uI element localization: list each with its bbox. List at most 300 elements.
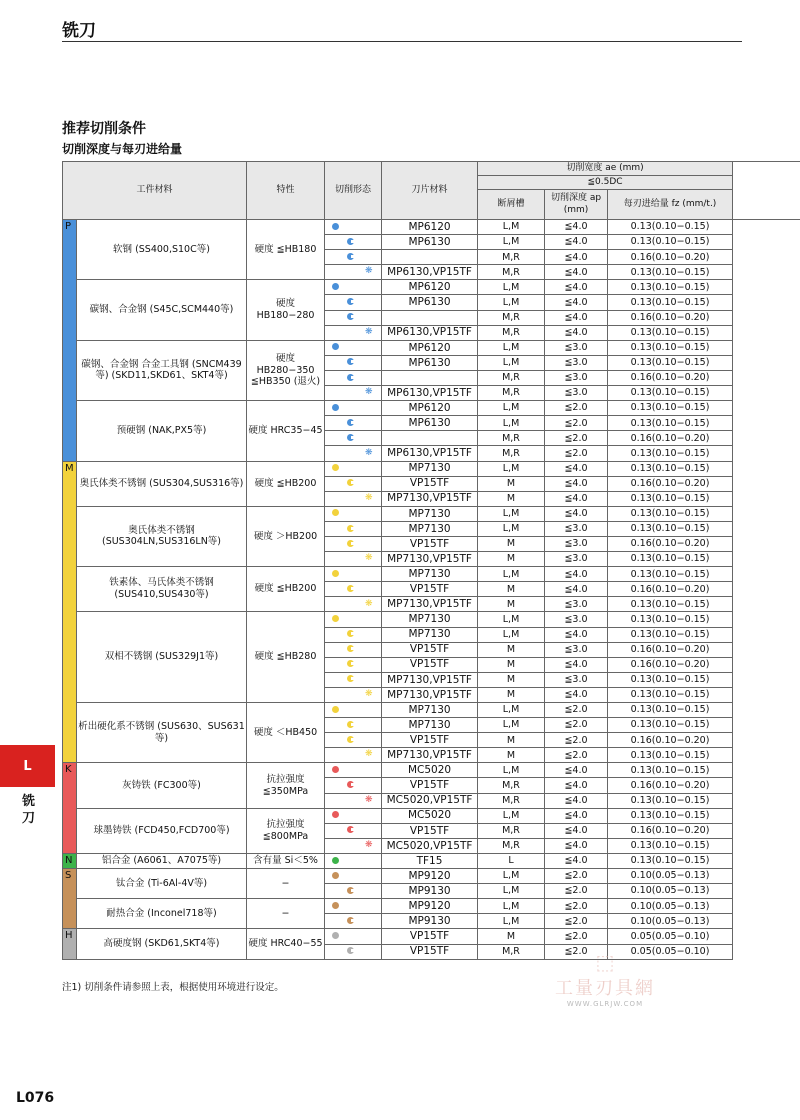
continuous-cut-icon <box>332 343 339 350</box>
material-property: 含有量 Si＜5% <box>247 853 325 868</box>
chip-breaker: L,M <box>478 567 545 582</box>
material-name: 钛合金 (Ti-6Al-4V等) <box>77 869 247 899</box>
continuous-cut-icon <box>332 570 339 577</box>
cutting-form-cell <box>325 446 382 461</box>
cutting-form-cell <box>325 431 382 446</box>
feed-per-tooth: 0.13(0.10−0.15) <box>608 838 733 853</box>
filler-cell <box>733 506 800 521</box>
col-header-fz: 每刃进给量 fz (mm/t.) <box>608 190 733 220</box>
depth-of-cut: ≦2.0 <box>545 748 608 763</box>
cutting-form-cell <box>325 748 382 763</box>
feed-per-tooth: 0.13(0.10−0.15) <box>608 672 733 687</box>
table-row <box>63 869 800 884</box>
light-interrupted-cut-icon <box>347 645 354 652</box>
cutting-form-cell <box>325 295 382 310</box>
material-property: − <box>247 899 325 929</box>
cutting-form-cell <box>325 763 382 778</box>
chip-breaker: M <box>478 582 545 597</box>
cutting-form-cell <box>325 401 382 416</box>
depth-of-cut: ≦2.0 <box>545 914 608 929</box>
light-interrupted-cut-icon <box>347 660 354 667</box>
feed-per-tooth: 0.13(0.10−0.15) <box>608 340 733 355</box>
insert-grade: MP6130,VP15TF <box>382 386 478 401</box>
chip-breaker: M,R <box>478 386 545 401</box>
filler-cell <box>733 265 800 280</box>
table-row <box>63 899 800 914</box>
material-name: 灰铸铁 (FC300等) <box>77 763 247 808</box>
filler-cell <box>733 748 800 763</box>
chip-breaker: L,M <box>478 220 545 235</box>
interrupted-cut-icon: ❋ <box>365 794 373 805</box>
material-name: 耐热合金 (Inconel718等) <box>77 899 247 929</box>
material-property: 硬度 ＞HB200 <box>247 506 325 566</box>
chip-breaker: L,M <box>478 899 545 914</box>
interrupted-cut-icon: ❋ <box>365 598 373 609</box>
table-row <box>63 340 800 355</box>
iso-group-s: S <box>63 869 77 929</box>
depth-of-cut: ≦3.0 <box>545 355 608 370</box>
feed-per-tooth: 0.13(0.10−0.15) <box>608 416 733 431</box>
chip-breaker: M,R <box>478 325 545 340</box>
material-name: 碳钢、合金钢 (S45C,SCM440等) <box>77 280 247 340</box>
chip-breaker: M <box>478 491 545 506</box>
depth-of-cut: ≦3.0 <box>545 340 608 355</box>
feed-per-tooth: 0.13(0.10−0.15) <box>608 295 733 310</box>
depth-of-cut: ≦4.0 <box>545 310 608 325</box>
depth-of-cut: ≦3.0 <box>545 536 608 551</box>
insert-grade <box>382 310 478 325</box>
cutting-form-cell <box>325 491 382 506</box>
cutting-form-cell <box>325 703 382 718</box>
watermark-logo-icon: ⬚ <box>595 950 615 974</box>
light-interrupted-cut-icon <box>347 479 354 486</box>
cutting-form-cell <box>325 718 382 733</box>
light-interrupted-cut-icon <box>347 253 354 260</box>
iso-group-m: M <box>63 461 77 763</box>
cutting-form-cell <box>325 627 382 642</box>
material-property: − <box>247 869 325 899</box>
cutting-conditions-table <box>62 161 800 960</box>
feed-per-tooth: 0.13(0.10−0.15) <box>608 401 733 416</box>
insert-grade: VP15TF <box>382 476 478 491</box>
cutting-form-cell <box>325 235 382 250</box>
feed-per-tooth: 0.16(0.10−0.20) <box>608 431 733 446</box>
iso-group-n: N <box>63 853 77 868</box>
chip-breaker: L,M <box>478 295 545 310</box>
insert-grade: VP15TF <box>382 929 478 944</box>
chip-breaker: L,M <box>478 355 545 370</box>
filler-cell <box>733 431 800 446</box>
col-filler <box>733 162 800 220</box>
insert-grade: MP7130 <box>382 567 478 582</box>
chip-breaker: M,R <box>478 838 545 853</box>
continuous-cut-icon <box>332 932 339 939</box>
cutting-form-cell <box>325 853 382 868</box>
cutting-form-cell <box>325 884 382 899</box>
material-name: 双相不锈钢 (SUS329J1等) <box>77 612 247 703</box>
chip-breaker: L,M <box>478 506 545 521</box>
col-header-form: 切削形态 <box>325 162 382 220</box>
light-interrupted-cut-icon <box>347 540 354 547</box>
insert-grade: MP6120 <box>382 280 478 295</box>
depth-of-cut: ≦3.0 <box>545 642 608 657</box>
feed-per-tooth: 0.13(0.10−0.15) <box>608 386 733 401</box>
material-property: 硬度 HRC40−55 <box>247 929 325 959</box>
filler-cell <box>733 838 800 853</box>
filler-cell <box>733 536 800 551</box>
insert-grade: TF15 <box>382 853 478 868</box>
col-header-breaker: 断屑槽 <box>478 190 545 220</box>
feed-per-tooth: 0.10(0.05−0.13) <box>608 899 733 914</box>
insert-grade: MP7130,VP15TF <box>382 687 478 702</box>
feed-per-tooth: 0.16(0.10−0.20) <box>608 657 733 672</box>
material-property: 硬度 ≦HB280 <box>247 612 325 703</box>
filler-cell <box>733 884 800 899</box>
cutting-form-cell <box>325 823 382 838</box>
footnote: 注1) 切削条件请参照上表，根据使用环境进行设定。 <box>62 982 284 993</box>
chip-breaker: L,M <box>478 521 545 536</box>
table-row <box>63 853 800 868</box>
insert-grade: MP7130,VP15TF <box>382 552 478 567</box>
col-header-property: 特性 <box>247 162 325 220</box>
interrupted-cut-icon: ❋ <box>365 326 373 337</box>
filler-cell <box>733 567 800 582</box>
filler-cell <box>733 416 800 431</box>
cutting-form-cell <box>325 265 382 280</box>
page-header-title: 铣刀 <box>62 21 96 41</box>
filler-cell <box>733 597 800 612</box>
filler-cell <box>733 582 800 597</box>
depth-of-cut: ≦2.0 <box>545 718 608 733</box>
cutting-form-cell <box>325 597 382 612</box>
feed-per-tooth: 0.16(0.10−0.20) <box>608 642 733 657</box>
depth-of-cut: ≦4.0 <box>545 476 608 491</box>
depth-of-cut: ≦2.0 <box>545 416 608 431</box>
filler-cell <box>733 220 800 235</box>
feed-per-tooth: 0.13(0.10−0.15) <box>608 612 733 627</box>
table-row <box>63 703 800 718</box>
depth-of-cut: ≦4.0 <box>545 567 608 582</box>
chip-breaker: L,M <box>478 869 545 884</box>
depth-of-cut: ≦3.0 <box>545 612 608 627</box>
continuous-cut-icon <box>332 811 339 818</box>
feed-per-tooth: 0.13(0.10−0.15) <box>608 521 733 536</box>
depth-of-cut: ≦3.0 <box>545 552 608 567</box>
feed-per-tooth: 0.13(0.10−0.15) <box>608 703 733 718</box>
cutting-form-cell <box>325 869 382 884</box>
insert-grade: VP15TF <box>382 944 478 959</box>
cutting-form-cell <box>325 567 382 582</box>
insert-grade: MP9130 <box>382 884 478 899</box>
material-property: 硬度 HB280−350 ≦HB350 (退火) <box>247 340 325 400</box>
cutting-form-cell <box>325 476 382 491</box>
insert-grade: VP15TF <box>382 778 478 793</box>
chip-breaker: L,M <box>478 718 545 733</box>
feed-per-tooth: 0.13(0.10−0.15) <box>608 220 733 235</box>
filler-cell <box>733 476 800 491</box>
light-interrupted-cut-icon <box>347 887 354 894</box>
continuous-cut-icon <box>332 872 339 879</box>
material-name: 奥氏体类不锈钢 (SUS304LN,SUS316LN等) <box>77 506 247 566</box>
chip-breaker: M,R <box>478 431 545 446</box>
light-interrupted-cut-icon <box>347 374 354 381</box>
depth-of-cut: ≦4.0 <box>545 506 608 521</box>
feed-per-tooth: 0.10(0.05−0.13) <box>608 884 733 899</box>
filler-cell <box>733 461 800 476</box>
header-divider <box>62 41 742 42</box>
cutting-form-cell <box>325 416 382 431</box>
cutting-form-cell <box>325 642 382 657</box>
insert-grade: VP15TF <box>382 536 478 551</box>
filler-cell <box>733 687 800 702</box>
feed-per-tooth: 0.13(0.10−0.15) <box>608 446 733 461</box>
filler-cell <box>733 491 800 506</box>
insert-grade: MP7130,VP15TF <box>382 672 478 687</box>
insert-grade: MP9120 <box>382 869 478 884</box>
insert-grade: MP7130,VP15TF <box>382 491 478 506</box>
depth-of-cut: ≦4.0 <box>545 220 608 235</box>
feed-per-tooth: 0.13(0.10−0.15) <box>608 235 733 250</box>
col-header-ap: 切削深度 ap (mm) <box>545 190 608 220</box>
feed-per-tooth: 0.13(0.10−0.15) <box>608 280 733 295</box>
depth-of-cut: ≦3.0 <box>545 672 608 687</box>
insert-grade: MP7130 <box>382 612 478 627</box>
depth-of-cut: ≦2.0 <box>545 401 608 416</box>
cutting-form-cell <box>325 280 382 295</box>
feed-per-tooth: 0.13(0.10−0.15) <box>608 265 733 280</box>
insert-grade: MP6130 <box>382 295 478 310</box>
col-header-insert: 刀片材料 <box>382 162 478 220</box>
feed-per-tooth: 0.05(0.05−0.10) <box>608 929 733 944</box>
depth-of-cut: ≦2.0 <box>545 703 608 718</box>
depth-of-cut: ≦4.0 <box>545 793 608 808</box>
feed-per-tooth: 0.13(0.10−0.15) <box>608 808 733 823</box>
feed-per-tooth: 0.16(0.10−0.20) <box>608 536 733 551</box>
feed-per-tooth: 0.13(0.10−0.15) <box>608 567 733 582</box>
section-title: 推荐切削条件 <box>62 121 146 137</box>
material-name: 析出硬化系不锈钢 (SUS630、SUS631等) <box>77 703 247 763</box>
chip-breaker: L,M <box>478 763 545 778</box>
feed-per-tooth: 0.16(0.10−0.20) <box>608 370 733 385</box>
depth-of-cut: ≦4.0 <box>545 235 608 250</box>
cutting-form-cell <box>325 612 382 627</box>
continuous-cut-icon <box>332 404 339 411</box>
iso-group-h: H <box>63 929 77 959</box>
insert-grade: VP15TF <box>382 823 478 838</box>
feed-per-tooth: 0.16(0.10−0.20) <box>608 733 733 748</box>
light-interrupted-cut-icon <box>347 298 354 305</box>
depth-of-cut: ≦2.0 <box>545 899 608 914</box>
cutting-form-cell <box>325 536 382 551</box>
table-row <box>63 461 800 476</box>
insert-grade: MP6130 <box>382 416 478 431</box>
feed-per-tooth: 0.10(0.05−0.13) <box>608 914 733 929</box>
filler-cell <box>733 310 800 325</box>
depth-of-cut: ≦4.0 <box>545 461 608 476</box>
chip-breaker: M,R <box>478 823 545 838</box>
col-header-material: 工件材料 <box>63 162 247 220</box>
page-number: L076 <box>16 1090 55 1106</box>
depth-of-cut: ≦4.0 <box>545 265 608 280</box>
interrupted-cut-icon: ❋ <box>365 492 373 503</box>
insert-grade: MP6130,VP15TF <box>382 325 478 340</box>
section-tab[interactable]: L <box>0 745 55 787</box>
filler-cell <box>733 235 800 250</box>
feed-per-tooth: 0.10(0.05−0.13) <box>608 869 733 884</box>
filler-cell <box>733 295 800 310</box>
depth-of-cut: ≦2.0 <box>545 446 608 461</box>
watermark-url: WWW.GLRJW.COM <box>566 1000 644 1008</box>
filler-cell <box>733 355 800 370</box>
light-interrupted-cut-icon <box>347 358 354 365</box>
chip-breaker: L,M <box>478 612 545 627</box>
material-name: 球墨铸铁 (FCD450,FCD700等) <box>77 808 247 853</box>
watermark <box>540 950 670 1008</box>
chip-breaker: L,M <box>478 340 545 355</box>
interrupted-cut-icon: ❋ <box>365 553 373 564</box>
cutting-form-cell <box>325 657 382 672</box>
chip-breaker: L,M <box>478 401 545 416</box>
depth-of-cut: ≦2.0 <box>545 944 608 959</box>
chip-breaker: M,R <box>478 370 545 385</box>
feed-per-tooth: 0.16(0.10−0.20) <box>608 476 733 491</box>
feed-per-tooth: 0.16(0.10−0.20) <box>608 310 733 325</box>
depth-of-cut: ≦4.0 <box>545 250 608 265</box>
feed-per-tooth: 0.16(0.10−0.20) <box>608 778 733 793</box>
light-interrupted-cut-icon <box>347 630 354 637</box>
depth-of-cut: ≦2.0 <box>545 884 608 899</box>
filler-cell <box>733 914 800 929</box>
material-property: 硬度 HB180−280 <box>247 280 325 340</box>
chip-breaker: M,R <box>478 778 545 793</box>
insert-grade: MP7130 <box>382 703 478 718</box>
filler-cell <box>733 340 800 355</box>
cutting-form-cell <box>325 778 382 793</box>
filler-cell <box>733 823 800 838</box>
material-property: 硬度 ≦HB180 <box>247 220 325 280</box>
filler-cell <box>733 672 800 687</box>
material-name: 高硬度钢 (SKD61,SKT4等) <box>77 929 247 959</box>
insert-grade: MP7130 <box>382 506 478 521</box>
cutting-form-cell <box>325 793 382 808</box>
section-subtitle: 切削深度与每刃进给量 <box>62 142 183 156</box>
insert-grade: MP6120 <box>382 340 478 355</box>
material-name: 铁素体、马氏体类不锈钢 (SUS410,SUS430等) <box>77 567 247 612</box>
light-interrupted-cut-icon <box>347 434 354 441</box>
cutting-form-cell <box>325 386 382 401</box>
continuous-cut-icon <box>332 509 339 516</box>
depth-of-cut: ≦4.0 <box>545 280 608 295</box>
col-header-ae: 切削宽度 ae (mm) <box>478 162 733 176</box>
feed-per-tooth: 0.13(0.10−0.15) <box>608 506 733 521</box>
filler-cell <box>733 250 800 265</box>
insert-grade: MC5020 <box>382 808 478 823</box>
insert-grade: VP15TF <box>382 733 478 748</box>
table-body <box>63 220 800 960</box>
continuous-cut-icon <box>332 464 339 471</box>
chip-breaker: M,R <box>478 446 545 461</box>
light-interrupted-cut-icon <box>347 238 354 245</box>
depth-of-cut: ≦4.0 <box>545 838 608 853</box>
material-name: 软钢 (SS400,S10C等) <box>77 220 247 280</box>
chip-breaker: L <box>478 853 545 868</box>
chip-breaker: M <box>478 748 545 763</box>
cutting-form-cell <box>325 325 382 340</box>
filler-cell <box>733 733 800 748</box>
continuous-cut-icon <box>332 766 339 773</box>
light-interrupted-cut-icon <box>347 917 354 924</box>
table-row <box>63 929 800 944</box>
depth-of-cut: ≦4.0 <box>545 823 608 838</box>
filler-cell <box>733 929 800 944</box>
chip-breaker: L,M <box>478 703 545 718</box>
chip-breaker: L,M <box>478 461 545 476</box>
depth-of-cut: ≦3.0 <box>545 386 608 401</box>
feed-per-tooth: 0.13(0.10−0.15) <box>608 718 733 733</box>
table-row <box>63 808 800 823</box>
insert-grade: MP9130 <box>382 914 478 929</box>
light-interrupted-cut-icon <box>347 781 354 788</box>
table-row <box>63 763 800 778</box>
insert-grade: MC5020,VP15TF <box>382 793 478 808</box>
continuous-cut-icon <box>332 902 339 909</box>
filler-cell <box>733 869 800 884</box>
feed-per-tooth: 0.13(0.10−0.15) <box>608 355 733 370</box>
feed-per-tooth: 0.16(0.10−0.20) <box>608 582 733 597</box>
material-property: 硬度 ≦HB200 <box>247 461 325 506</box>
cutting-form-cell <box>325 838 382 853</box>
feed-per-tooth: 0.13(0.10−0.15) <box>608 325 733 340</box>
depth-of-cut: ≦2.0 <box>545 733 608 748</box>
filler-cell <box>733 808 800 823</box>
filler-cell <box>733 853 800 868</box>
insert-grade: MP7130,VP15TF <box>382 748 478 763</box>
interrupted-cut-icon: ❋ <box>365 689 373 700</box>
cutting-form-cell <box>325 582 382 597</box>
feed-per-tooth: 0.13(0.10−0.15) <box>608 491 733 506</box>
insert-grade <box>382 250 478 265</box>
chip-breaker: M <box>478 476 545 491</box>
interrupted-cut-icon: ❋ <box>365 840 373 851</box>
continuous-cut-icon <box>332 706 339 713</box>
insert-grade: MP6130 <box>382 355 478 370</box>
depth-of-cut: ≦4.0 <box>545 778 608 793</box>
chip-breaker: M <box>478 657 545 672</box>
depth-of-cut: ≦3.0 <box>545 597 608 612</box>
light-interrupted-cut-icon <box>347 313 354 320</box>
table-row <box>63 612 800 627</box>
material-property: 硬度 ＜HB450 <box>247 703 325 763</box>
continuous-cut-icon <box>332 283 339 290</box>
table-row <box>63 401 800 416</box>
filler-cell <box>733 370 800 385</box>
filler-cell <box>733 446 800 461</box>
cutting-form-cell <box>325 340 382 355</box>
material-property: 硬度 ≦HB200 <box>247 567 325 612</box>
interrupted-cut-icon: ❋ <box>365 266 373 277</box>
material-name: 预硬钢 (NAK,PX5等) <box>77 401 247 461</box>
cutting-form-cell <box>325 521 382 536</box>
chip-breaker: M,R <box>478 250 545 265</box>
chip-breaker: L,M <box>478 627 545 642</box>
light-interrupted-cut-icon <box>347 826 354 833</box>
filler-cell <box>733 552 800 567</box>
table-row <box>63 567 800 582</box>
depth-of-cut: ≦2.0 <box>545 431 608 446</box>
cutting-form-cell <box>325 914 382 929</box>
depth-of-cut: ≦4.0 <box>545 582 608 597</box>
depth-of-cut: ≦4.0 <box>545 853 608 868</box>
